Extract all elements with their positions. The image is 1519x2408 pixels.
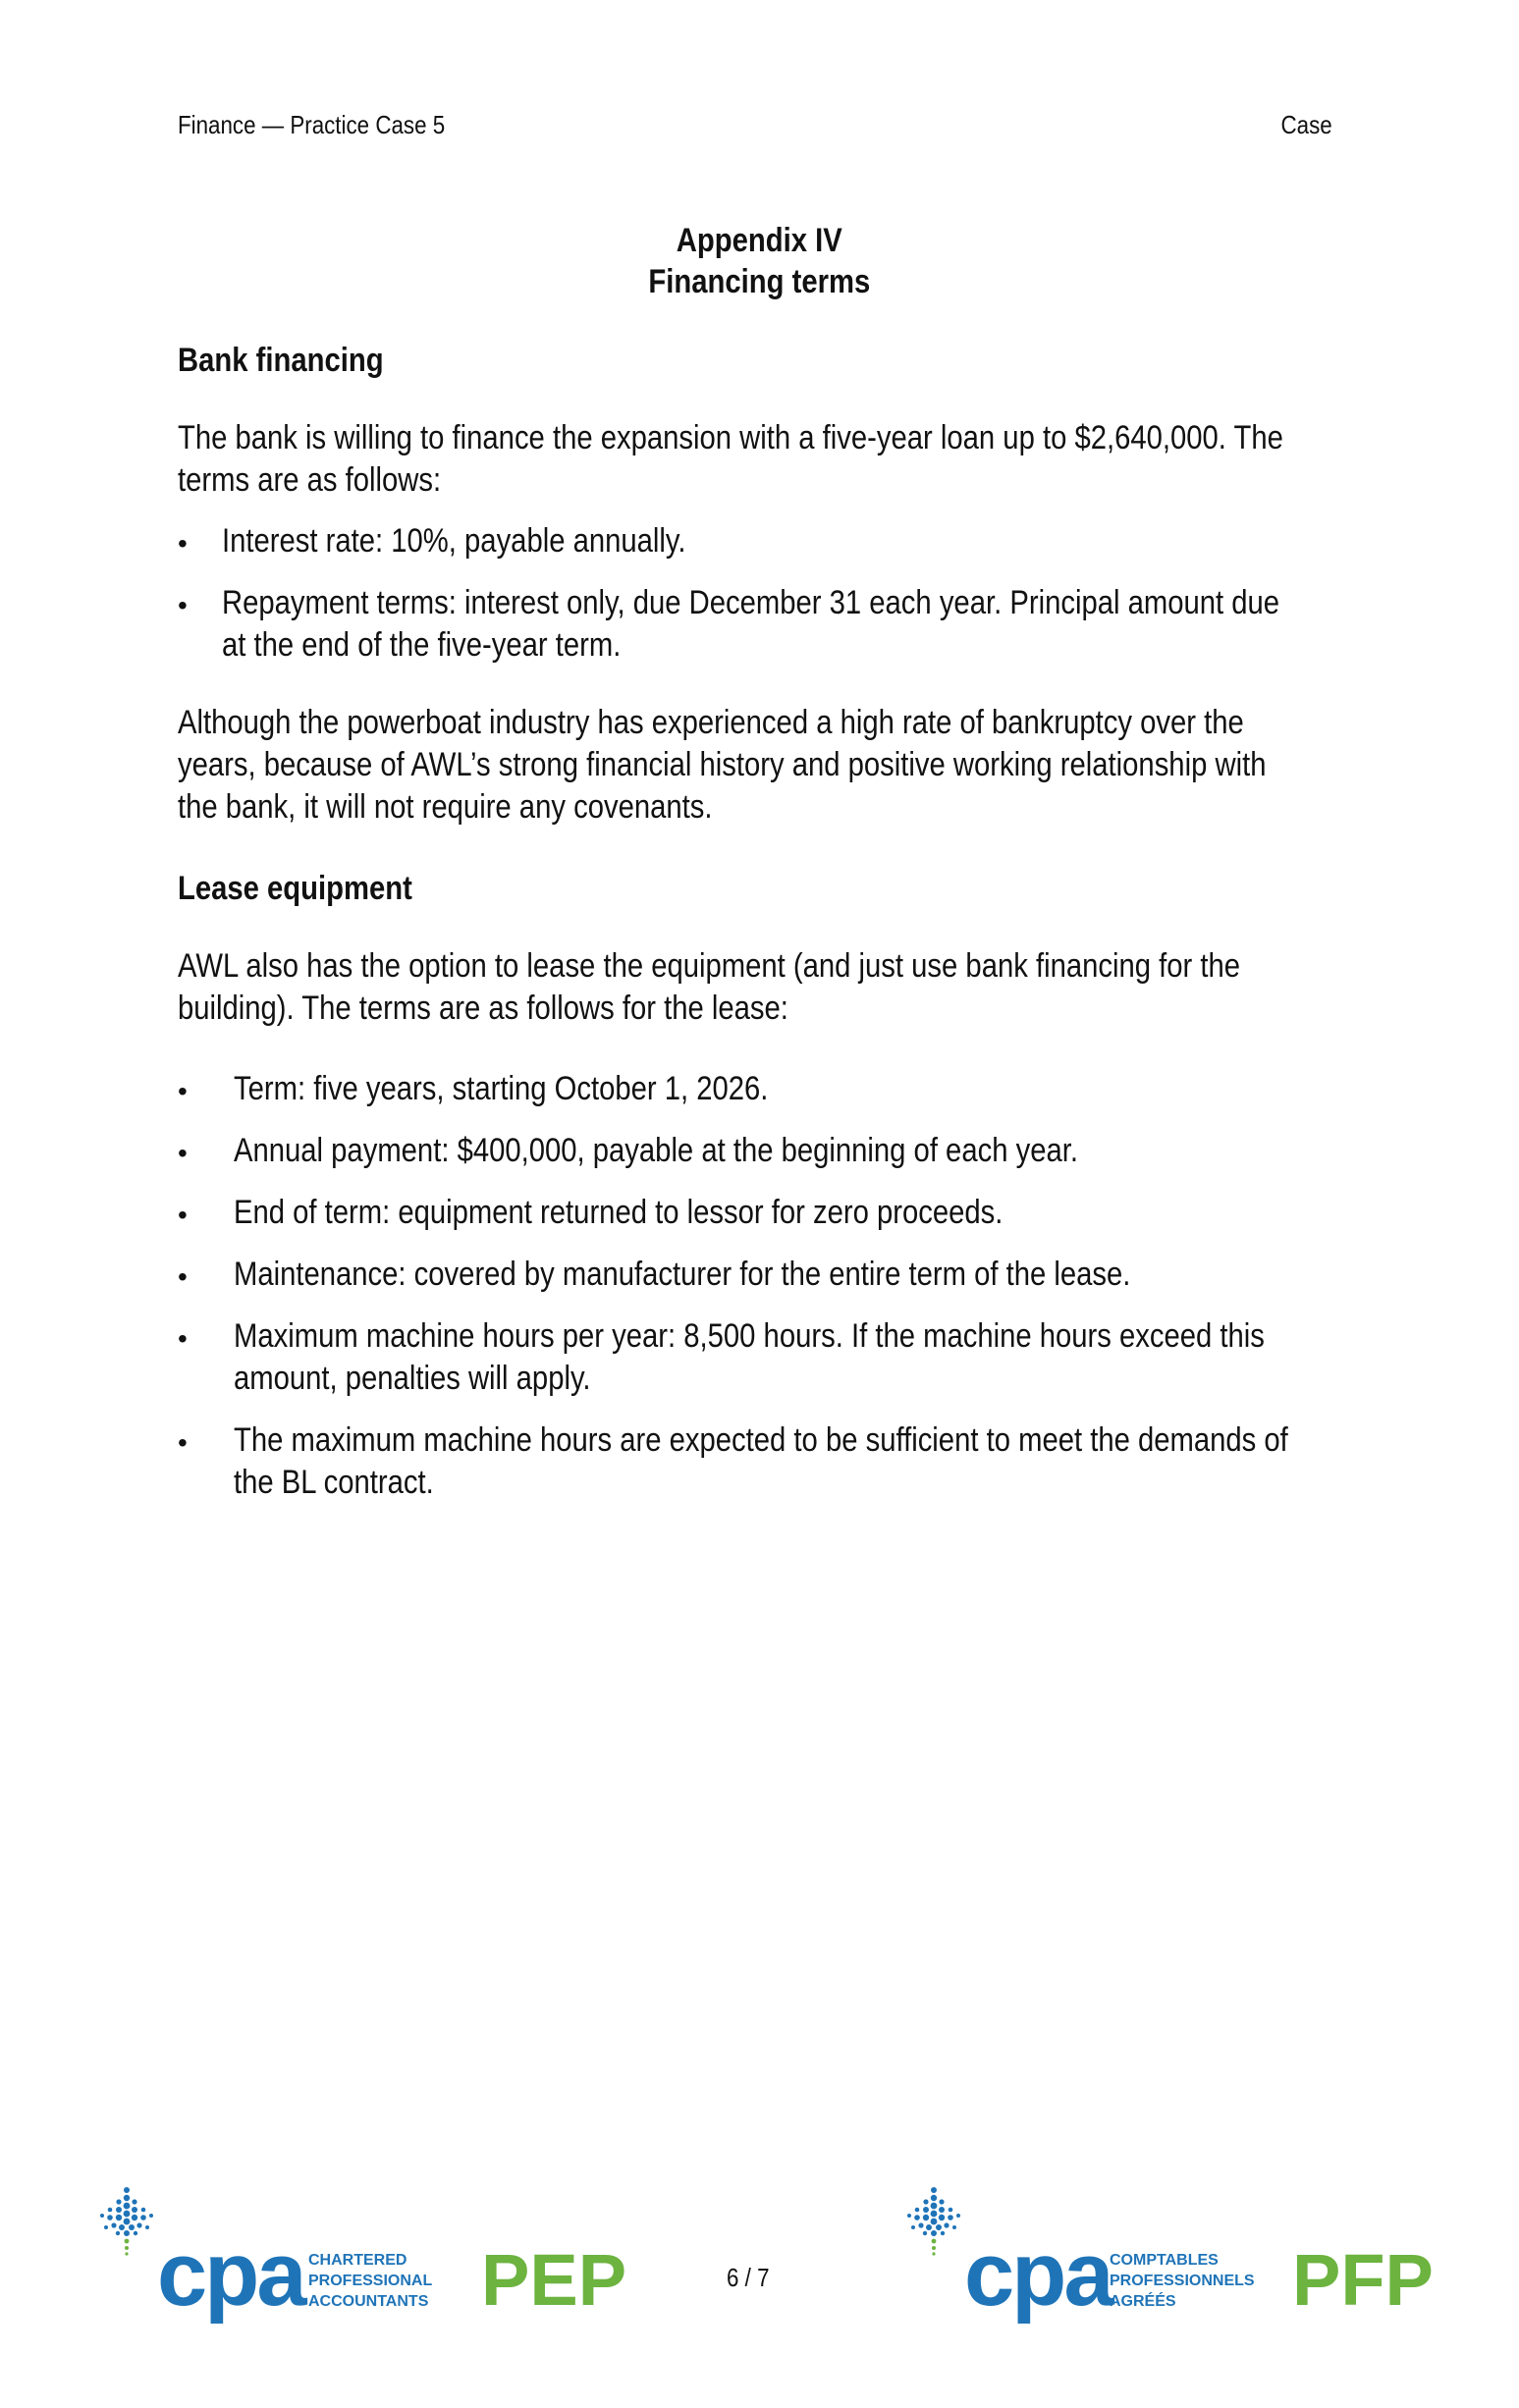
- running-header-label: Case: [1280, 110, 1332, 139]
- program-wordmark: PFP: [1292, 2239, 1434, 2321]
- bank-covenants-paragraph: Although the powerboat industry has experienced a high rate of bankruptcy over the years, because of AWL’s strong financial history and positive working relationship with the bank, it will not require any covenants.: [178, 704, 1267, 826]
- maple-leaf-icon: [92, 2184, 161, 2263]
- lease-term-machine-hours: Maximum machine hours per year: 8,500 hours. If the machine hours exceed this amount, penalties will apply.: [234, 1317, 1265, 1397]
- program-wordmark: PEP: [481, 2239, 627, 2321]
- appendix-subtitle: Financing terms: [648, 263, 871, 300]
- bank-term-interest: Interest rate: 10%, payable annually.: [222, 522, 686, 560]
- lease-term-end: End of term: equipment returned to lessor for zero proceeds.: [234, 1194, 1004, 1231]
- lease-equipment-heading: Lease equipment: [178, 870, 412, 907]
- cpa-designation: CHARTERED PROFESSIONAL ACCOUNTANTS: [308, 2252, 433, 2310]
- lease-term-duration: Term: five years, starting October 1, 2026.: [234, 1070, 769, 1107]
- running-header-title: Finance — Practice Case 5: [178, 110, 446, 139]
- bank-term-repayment: Repayment terms: interest only, due December 31 each year. Principal amount due at the end of the five-year term.: [222, 584, 1280, 664]
- bank-intro-paragraph: The bank is willing to finance the expansion with a five-year loan up to $2,640,000. The terms are as follows:: [178, 419, 1283, 499]
- bank-financing-heading: Bank financing: [178, 342, 384, 379]
- maple-leaf-icon: [899, 2184, 968, 2263]
- page-number: 6 / 7: [727, 2263, 770, 2292]
- bullet-icon: •: [178, 1261, 188, 1292]
- cpa-wordmark: cpa: [964, 2224, 1112, 2325]
- lease-intro-paragraph: AWL also has the option to lease the equipment (and just use bank financing for the building). The terms are as follows for the lease:: [178, 947, 1241, 1027]
- bullet-icon: •: [178, 590, 188, 620]
- appendix-title: Appendix IV: [677, 222, 842, 259]
- bullet-icon: •: [178, 1200, 188, 1230]
- bullet-icon: •: [178, 1323, 188, 1354]
- lease-term-sufficiency: The maximum machine hours are expected to be sufficient to meet the demands of the BL contract.: [234, 1421, 1288, 1501]
- bullet-icon: •: [178, 528, 188, 559]
- bullet-icon: •: [178, 1138, 188, 1168]
- cpa-wordmark: cpa: [157, 2224, 304, 2325]
- bullet-icon: •: [178, 1427, 188, 1458]
- lease-term-payment: Annual payment: $400,000, payable at the beginning of each year.: [234, 1132, 1078, 1169]
- cpa-designation: COMPTABLES PROFESSIONNELS AGRÉÉS: [1110, 2252, 1255, 2310]
- lease-term-maintenance: Maintenance: covered by manufacturer for the entire term of the lease.: [234, 1256, 1131, 1293]
- bullet-icon: •: [178, 1076, 188, 1106]
